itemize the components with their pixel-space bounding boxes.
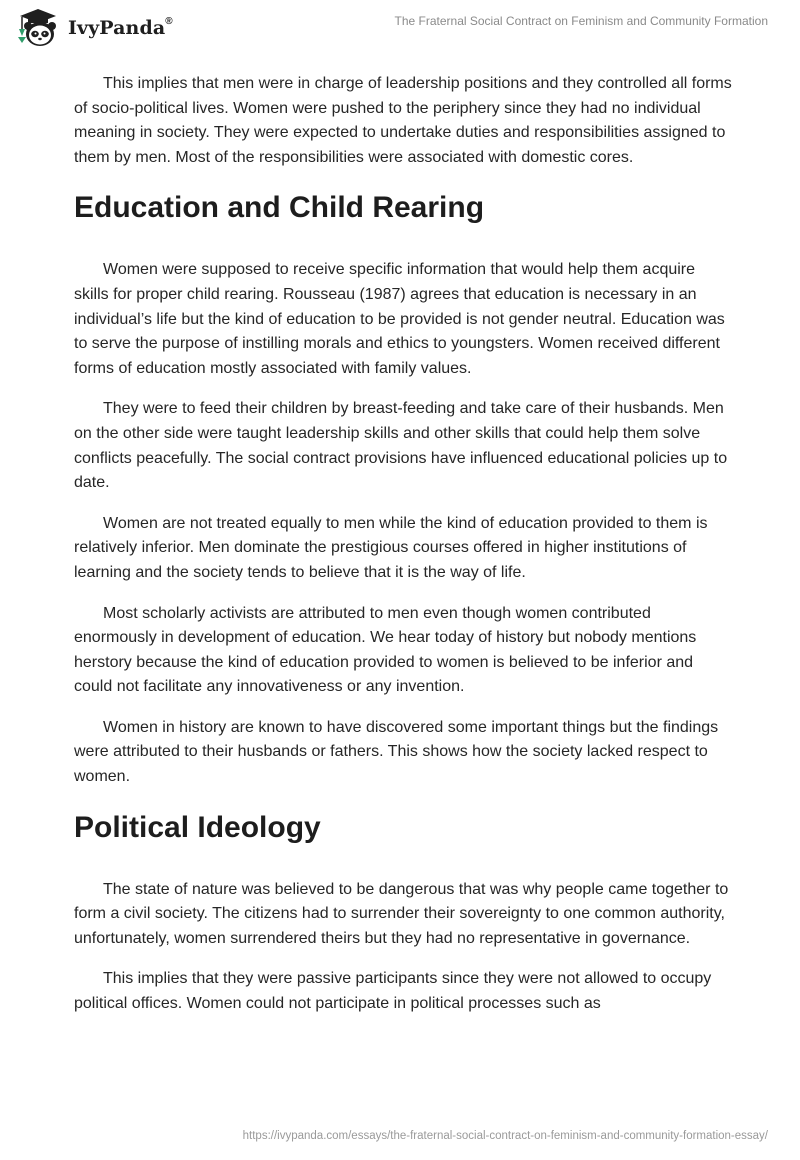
source-url-link[interactable]: https://ivypanda.com/essays/the-fraternal-social-contract-on-feminism-and-community-formation-essay/ — [242, 1130, 768, 1142]
paragraph: Women are not treated equally to men while the kind of education provided to them is relatively inferior. Men dominate the prestigious courses offered in higher institutions of learning and the society tends to believe that it is the way of life. — [74, 514, 708, 581]
panda-graduate-icon — [14, 7, 62, 49]
page-header — [0, 0, 800, 60]
paragraph: This implies that they were passive participants since they were not allowed to occupy political offices. Women could not participate in political processes such as — [74, 970, 712, 1013]
paragraph: They were to feed their children by breast-feeding and take care of their husbands. Men on the other side were taught leadership skills and other skills that could help them solve conflicts peacefully. The social contract provisions have influenced educational policies up to date. — [74, 400, 728, 492]
document-title: The Fraternal Social Contract on Feminism and Community Formation — [394, 14, 768, 28]
paragraph: The state of nature was believed to be dangerous that was why people came together to form a civil society. The citizens had to surrender their sovereignty to one common authority, unfortunately, women surrendered theirs but they had no representative in governance. — [74, 880, 729, 947]
section-heading-education: Education and Child Rearing — [74, 191, 485, 225]
section-heading-political-ideology: Political Ideology — [74, 810, 321, 844]
paragraph: This implies that men were in charge of leadership positions and they controlled all forms of socio-political lives. Women were pushed to the periphery since they had no individual meaning in society. They were expected to undertake duties and responsibilities assigned to them by men. Most of the responsibilities were associated with domestic cores. — [74, 75, 732, 166]
paragraph: Women were supposed to receive specific information that would help them acquire skills for proper child rearing. Rousseau (1987) agrees that education is necessary in an individual’s life but the kind of education to be provided is not gender neutral. Education was to serve the purpose of instilling morals and ethics to youngsters. Women received different forms of education mostly associated with family values. — [74, 261, 725, 377]
ivypanda-logo[interactable] — [14, 7, 173, 49]
logo-wordmark: IvyPanda® — [68, 16, 173, 39]
registered-mark: ® — [165, 16, 173, 27]
essay-body — [74, 72, 734, 1033]
paragraph: Women in history are known to have discovered some important things but the findings were attributed to their husbands or fathers. This shows how the society lacked respect to women. — [74, 718, 719, 786]
paragraph: Most scholarly activists are attributed to men even though women contributed enormously in development of education. We hear today of history but nobody mentions herstory because the kind of education provided to women is believed to be inferior and could not facilitate any innovativeness or any invention. — [74, 604, 697, 696]
